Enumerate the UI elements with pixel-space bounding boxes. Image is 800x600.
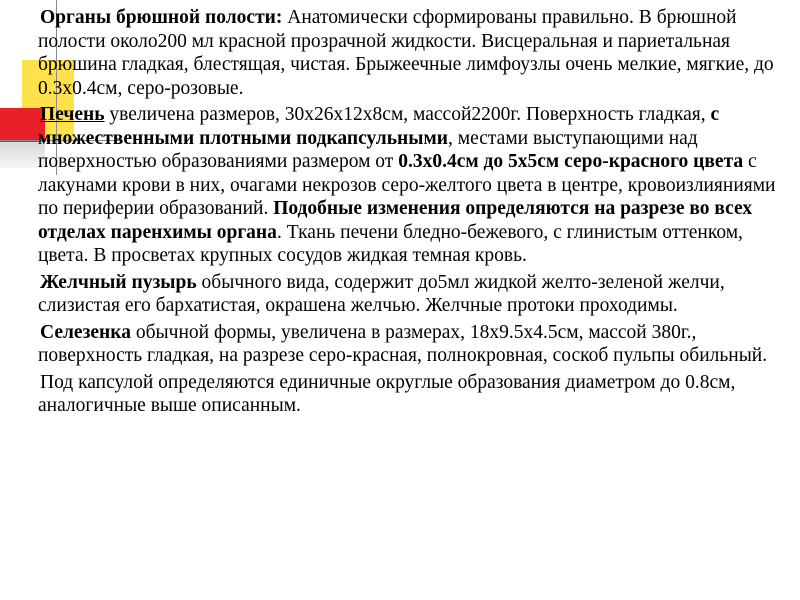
capsule-text: Под капсулой определяются единичные округлые образования диаметром до 0.8см, аналогичные выше описанным.	[38, 371, 736, 416]
abdomen-text: Анатомически сформированы правильно. В брюшной полости около200 мл красной прозрачной жидкости. Висцеральная и париетальная брюшина гладкая, блестящая, чистая. Брыжеечные лимфоузлы очень мелкие, мягкие, до 0.3х0.4см, серо-розовые.	[38, 7, 774, 99]
document-body	[38, 6, 793, 421]
spleen-title: Селезенка	[40, 321, 131, 343]
liver-bold-1: с множественными плотными подкапсульными	[38, 104, 720, 149]
abdomen-title: Органы брюшной полости:	[40, 7, 283, 28]
liver-text-3: с лакунами крови в них, очагами некрозов серо-желтого цвета в центре, кровоизлияниями по периферии образований.	[38, 151, 776, 219]
paragraph-liver	[38, 103, 793, 268]
gallbladder-text: обычного вида, содержит до5мл жидкой желто-зеленой желчи, слизистая его бархатистая, окрашена желчью. Желчные протоки проходимы.	[38, 271, 725, 316]
liver-title: Печень	[40, 104, 105, 125]
liver-text-1: увеличена размеров, 30х26х12х8см, массой2200г. Поверхность гладкая,	[104, 104, 711, 125]
paragraph-spleen	[38, 321, 793, 368]
liver-text-2: , местами выступающими над поверхностью образованиями размером от	[38, 127, 698, 172]
liver-bold-3: Подобные изменения определяются на разрезе во всех отделах паренхимы органа	[38, 198, 753, 243]
spleen-text: обычной формы, увеличена в размерах, 18х9.5х4.5см, массой 380г., поверхность гладкая, на разрезе серо-красная, полнокровная, соскоб пульпы обильный.	[38, 321, 768, 366]
gallbladder-title: Желчный пузырь	[40, 271, 197, 293]
paragraph-abdomen	[38, 6, 793, 100]
liver-bold-2: 0.3х0.4см до 5х5см серо-красного цвета	[398, 151, 744, 172]
paragraph-capsule	[38, 371, 793, 418]
liver-text-4: . Ткань печени бледно-бежевого, с глинистым оттенком, цвета. В просветах крупных сосудов жидкая темная кровь.	[38, 221, 743, 266]
paragraph-gallbladder	[38, 271, 793, 318]
